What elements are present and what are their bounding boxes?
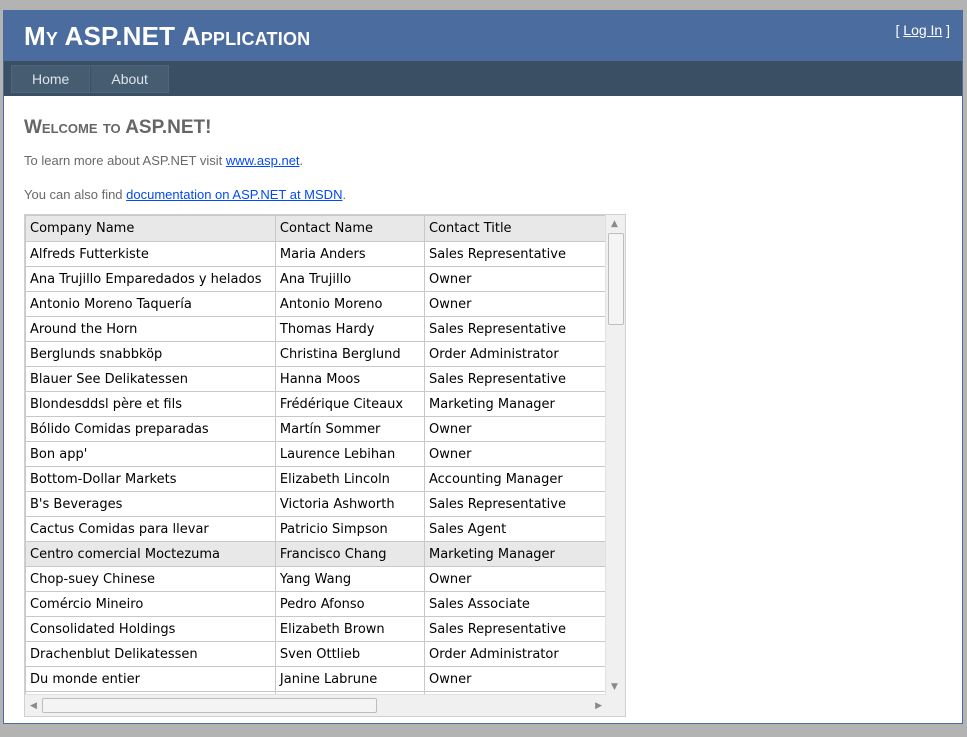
- intro-end: .: [299, 153, 304, 168]
- customers-table: [25, 215, 606, 696]
- table-row[interactable]: [26, 367, 606, 392]
- cell-company[interactable]: Centro comercial Moctezuma: [26, 542, 276, 567]
- cell-contact[interactable]: Hanna Moos: [275, 367, 424, 392]
- cell-company[interactable]: Blondesddsl père et fils: [26, 392, 276, 417]
- cell-contact[interactable]: Ana Trujillo: [275, 267, 424, 292]
- cell-title[interactable]: Sales Representative: [424, 367, 605, 392]
- cell-contact[interactable]: Maria Anders: [275, 242, 424, 267]
- table-row[interactable]: [26, 442, 606, 467]
- login-bracket-open: [: [895, 22, 904, 38]
- cell-contact[interactable]: Sven Ottlieb: [275, 642, 424, 667]
- cell-title[interactable]: Owner: [424, 442, 605, 467]
- triangle-right-icon[interactable]: ▶: [595, 701, 602, 711]
- main-menu: [11, 65, 169, 93]
- table-row[interactable]: [26, 667, 606, 692]
- table-row[interactable]: [26, 542, 606, 567]
- horizontal-scroll-thumb[interactable]: [42, 698, 377, 713]
- triangle-left-icon[interactable]: ◀: [30, 701, 37, 711]
- msdn-docs-link[interactable]: documentation on ASP.NET at MSDN: [126, 187, 343, 202]
- cell-contact[interactable]: Christina Berglund: [275, 342, 424, 367]
- table-row[interactable]: [26, 492, 606, 517]
- cell-contact[interactable]: Antonio Moreno: [275, 292, 424, 317]
- cell-company[interactable]: Bólido Comidas preparadas: [26, 417, 276, 442]
- header-row: [26, 216, 606, 242]
- cell-company[interactable]: Alfreds Futterkiste: [26, 242, 276, 267]
- table-row[interactable]: [26, 592, 606, 617]
- triangle-up-icon[interactable]: ▲: [611, 219, 618, 229]
- cell-title[interactable]: Owner: [424, 567, 605, 592]
- table-row[interactable]: [26, 267, 606, 292]
- cell-title[interactable]: Sales Representative: [424, 242, 605, 267]
- cell-contact[interactable]: Martín Sommer: [275, 417, 424, 442]
- table-row[interactable]: [26, 392, 606, 417]
- app-title: My ASP.NET Application: [24, 21, 311, 51]
- cell-contact[interactable]: Laurence Lebihan: [275, 442, 424, 467]
- cell-title[interactable]: Sales Representative: [424, 317, 605, 342]
- cell-company[interactable]: Around the Horn: [26, 317, 276, 342]
- cell-title[interactable]: Owner: [424, 417, 605, 442]
- menu-bar: [4, 61, 962, 96]
- login-link[interactable]: Log In: [903, 22, 943, 38]
- grid-viewport: [25, 215, 606, 696]
- page-heading: Welcome to ASP.NET!: [24, 117, 212, 138]
- cell-company[interactable]: Consolidated Holdings: [26, 617, 276, 642]
- cell-company[interactable]: Cactus Comidas para llevar: [26, 517, 276, 542]
- scrollbar-corner: [606, 695, 625, 716]
- cell-contact[interactable]: Victoria Ashworth: [275, 492, 424, 517]
- cell-company[interactable]: Berglunds snabbköp: [26, 342, 276, 367]
- column-header-title[interactable]: Contact Title: [424, 216, 605, 242]
- cell-title[interactable]: Sales Agent: [424, 517, 605, 542]
- cell-contact[interactable]: Yang Wang: [275, 567, 424, 592]
- table-row[interactable]: [26, 342, 606, 367]
- table-row[interactable]: [26, 467, 606, 492]
- cell-title[interactable]: Accounting Manager: [424, 467, 605, 492]
- cell-contact[interactable]: Patricio Simpson: [275, 517, 424, 542]
- menu-item-home[interactable]: Home: [11, 65, 90, 93]
- cell-company[interactable]: Du monde entier: [26, 667, 276, 692]
- cell-company[interactable]: Bottom-Dollar Markets: [26, 467, 276, 492]
- login-display: [896, 22, 951, 38]
- docs-text: You can also find: [24, 187, 127, 202]
- table-row[interactable]: [26, 417, 606, 442]
- cell-title[interactable]: Marketing Manager: [424, 542, 605, 567]
- cell-company[interactable]: Ana Trujillo Emparedados y helados: [26, 267, 276, 292]
- cell-company[interactable]: Bon app': [26, 442, 276, 467]
- intro-text: To learn more about ASP.NET visit: [24, 153, 226, 168]
- horizontal-scrollbar[interactable]: [25, 694, 606, 716]
- cell-company[interactable]: B's Beverages: [26, 492, 276, 517]
- cell-company[interactable]: Blauer See Delikatessen: [26, 367, 276, 392]
- login-bracket-close: ]: [942, 22, 950, 38]
- column-header-contact[interactable]: Contact Name: [275, 216, 424, 242]
- vertical-scrollbar[interactable]: [605, 215, 625, 696]
- cell-contact[interactable]: Thomas Hardy: [275, 317, 424, 342]
- docs-end: .: [342, 187, 347, 202]
- page: [3, 10, 963, 724]
- table-row[interactable]: [26, 617, 606, 642]
- asp-net-link[interactable]: www.asp.net: [225, 153, 300, 168]
- cell-company[interactable]: Chop-suey Chinese: [26, 567, 276, 592]
- cell-title[interactable]: Sales Representative: [424, 492, 605, 517]
- cell-contact[interactable]: Elizabeth Brown: [275, 617, 424, 642]
- cell-title[interactable]: Order Administrator: [424, 342, 605, 367]
- cell-company[interactable]: Antonio Moreno Taquería: [26, 292, 276, 317]
- triangle-down-icon[interactable]: ▼: [611, 682, 618, 692]
- header: [4, 11, 962, 61]
- table-row[interactable]: [26, 317, 606, 342]
- cell-title[interactable]: Order Administrator: [424, 642, 605, 667]
- cell-title[interactable]: Owner: [424, 667, 605, 692]
- cell-title[interactable]: Marketing Manager: [424, 392, 605, 417]
- cell-company[interactable]: Drachenblut Delikatessen: [26, 642, 276, 667]
- cell-title[interactable]: Owner: [424, 267, 605, 292]
- cell-contact[interactable]: Francisco Chang: [275, 542, 424, 567]
- cell-title[interactable]: Sales Representative: [424, 617, 605, 642]
- column-header-company[interactable]: Company Name: [26, 216, 276, 242]
- table-row[interactable]: [26, 292, 606, 317]
- cell-contact[interactable]: Janine Labrune: [275, 667, 424, 692]
- cell-contact[interactable]: Pedro Afonso: [275, 592, 424, 617]
- cell-company[interactable]: Comércio Mineiro: [26, 592, 276, 617]
- table-row[interactable]: [26, 642, 606, 667]
- table-row[interactable]: [26, 517, 606, 542]
- table-row[interactable]: [26, 242, 606, 267]
- menu-item-about[interactable]: About: [90, 65, 169, 93]
- docs-paragraph: [24, 187, 346, 202]
- intro-paragraph: [24, 153, 303, 168]
- vertical-scroll-thumb[interactable]: [608, 233, 624, 325]
- customers-grid: [24, 214, 626, 717]
- cell-title[interactable]: Owner: [424, 292, 605, 317]
- cell-contact[interactable]: Frédérique Citeaux: [275, 392, 424, 417]
- cell-contact[interactable]: Elizabeth Lincoln: [275, 467, 424, 492]
- table-row[interactable]: [26, 567, 606, 592]
- cell-title[interactable]: Sales Associate: [424, 592, 605, 617]
